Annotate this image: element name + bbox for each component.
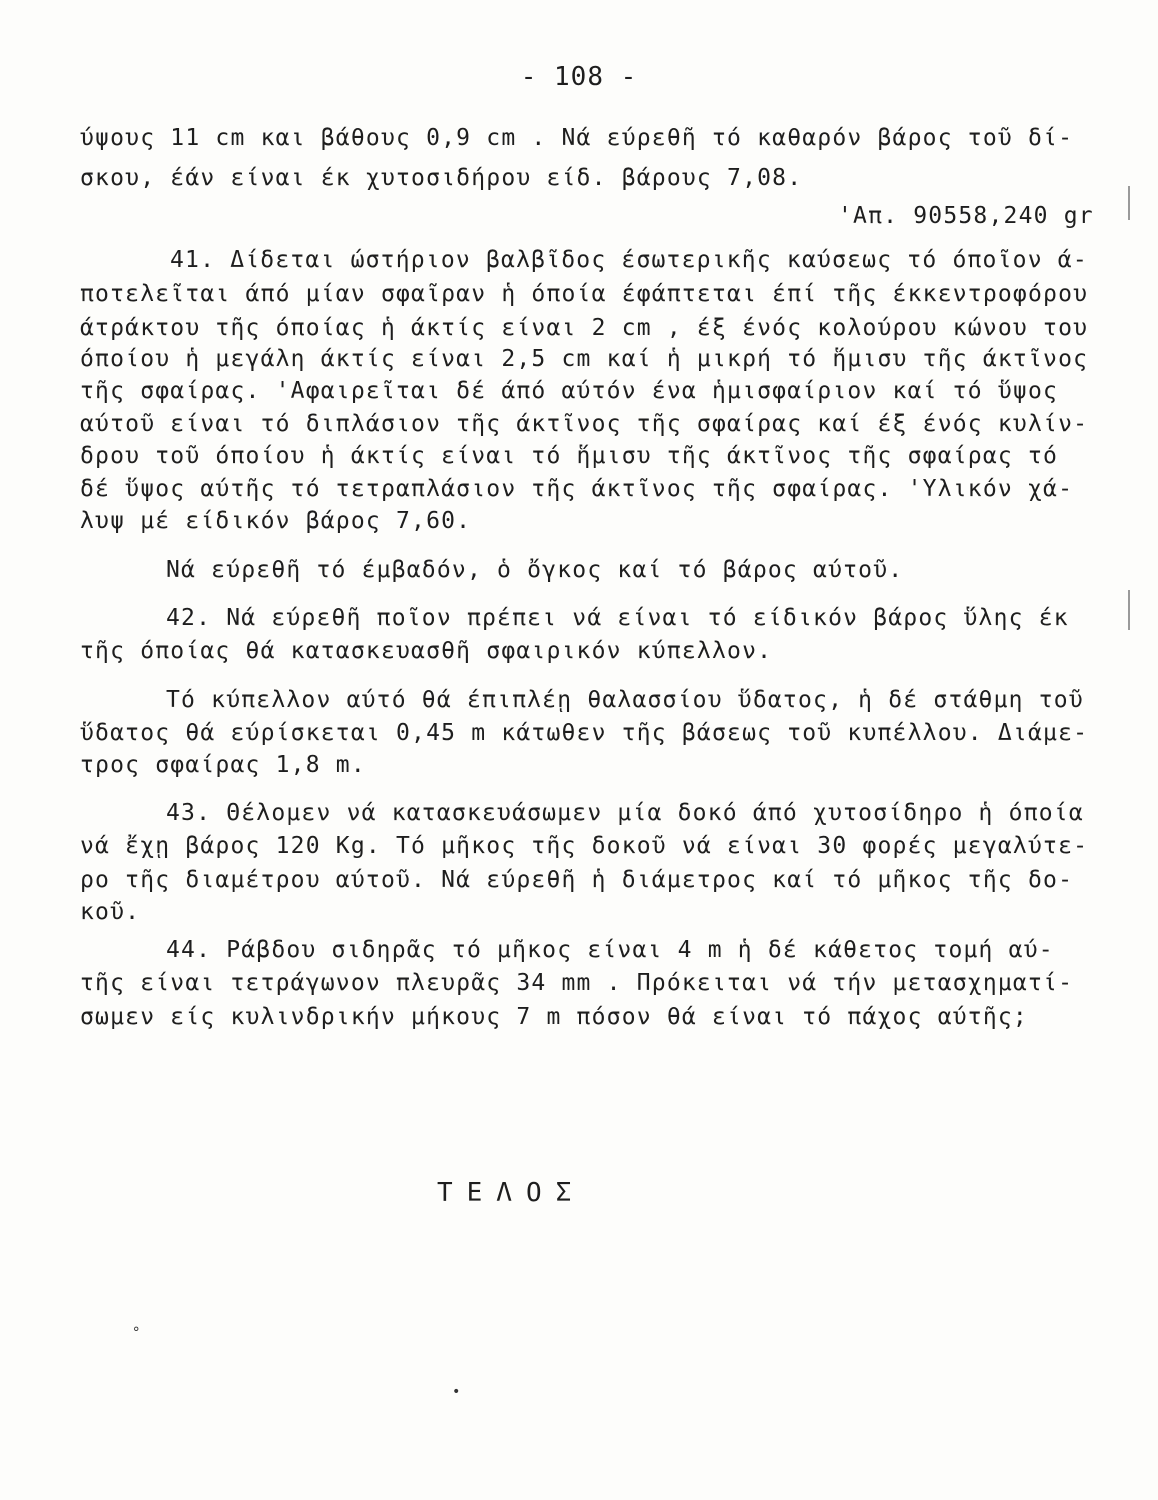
page-number: - 108 - <box>520 62 638 92</box>
scan-speck: • <box>452 1384 461 1400</box>
text-line: ρο τῆς διαμέτρου αύτοῦ. Νά εύρεθῆ ἡ διάμετρος καί τό μῆκος τῆς δο- <box>80 867 1074 893</box>
text-line: όποίου ἡ μεγάλη άκτίς είναι 2,5 cm καί ἡ μικρή τό ἥμισυ τῆς άκτῖνος <box>80 346 1089 372</box>
text-line: τῆς όποίας θά κατασκευασθῆ σφαιρικόν κύπελλον. <box>80 638 773 664</box>
text-line: ποτελεῖται άπό μίαν σφαῖραν ἡ όποία έφάπτεται έπί τῆς έκκεντροφόρου <box>80 281 1089 307</box>
text-line: τῆς είναι τετράγωνον πλευρᾶς 34 mm . Πρόκειται νά τήν μετασχηματί- <box>80 970 1074 996</box>
text-line: 41. Δίδεται ώστήριον βαλβῖδος έσωτερικῆς καύσεως τό όποῖον ά- <box>170 247 1088 273</box>
scan-speck: ° <box>132 1325 141 1341</box>
text-line: ύψους 11 cm και βάθους 0,9 cm . Νά εύρεθῆ τό καθαρόν βάρος τοῦ δί- <box>80 125 1074 151</box>
text-line: άτράκτου τῆς όποίας ἡ άκτίς είναι 2 cm , έξ ένός κολούρου κώνου του <box>80 315 1089 341</box>
text-line: 43. Θέλομεν νά κατασκευάσωμεν μία δοκό άπό χυτοσίδηρο ἡ όποία <box>166 800 1084 826</box>
end-mark: ΤΕΛΟΣ <box>437 1178 586 1208</box>
text-line: 44. Ράβδου σιδηρᾶς τό μῆκος είναι 4 m ἡ δέ κάθετος τομή αύ- <box>166 937 1054 963</box>
answer-line: 'Απ. 90558,240 gr <box>838 203 1094 229</box>
text-line: αύτοῦ είναι τό διπλάσιον τῆς άκτῖνος τῆς σφαίρας καί έξ ένός κυλίν- <box>80 411 1089 437</box>
text-line: ὕδατος θά εύρίσκεται 0,45 m κάτωθεν τῆς βάσεως τοῦ κυπέλλου. Διάμε- <box>80 720 1089 746</box>
text-line: Νά εύρεθῆ τό έμβαδόν, ὁ ὄγκος καί τό βάρος αύτοῦ. <box>166 557 904 583</box>
text-line: νά ἔχῃ βάρος 120 Kg. Τό μῆκος τῆς δοκοῦ νά είναι 30 φορές μεγαλύτε- <box>80 833 1089 859</box>
text-line: δρου τοῦ όποίου ἡ άκτίς είναι τό ἥμισυ τῆς άκτῖνος τῆς σφαίρας τό <box>80 443 1059 469</box>
text-line: 42. Νά εύρεθῆ ποῖον πρέπει νά είναι τό είδικόν βάρος ὕλης έκ <box>166 605 1069 631</box>
text-line: σωμεν είς κυλινδρικήν μήκους 7 m πόσον θά είναι τό πάχος αύτῆς; <box>80 1004 1028 1030</box>
text-line: Τό κύπελλον αύτό θά έπιπλέῃ θαλασσίου ὕδατος, ἡ δέ στάθμη τοῦ <box>166 687 1084 713</box>
text-line: κοῦ. <box>80 899 141 925</box>
margin-mark <box>1128 186 1130 220</box>
text-line: τρος σφαίρας 1,8 m. <box>80 752 366 778</box>
text-line: σκου, έάν είναι έκ χυτοσιδήρου είδ. βάρους 7,08. <box>80 165 803 191</box>
text-line: λυψ μέ είδικόν βάρος 7,60. <box>80 508 472 534</box>
text-line: τῆς σφαίρας. 'Αφαιρεῖται δέ άπό αύτόν ένα ἡμισφαίριον καί τό ὕψος <box>80 378 1059 404</box>
text-line: δέ ὕψος αύτῆς τό τετραπλάσιον τῆς άκτῖνος τῆς σφαίρας. 'Υλικόν χά- <box>80 476 1074 502</box>
margin-mark <box>1128 590 1130 630</box>
